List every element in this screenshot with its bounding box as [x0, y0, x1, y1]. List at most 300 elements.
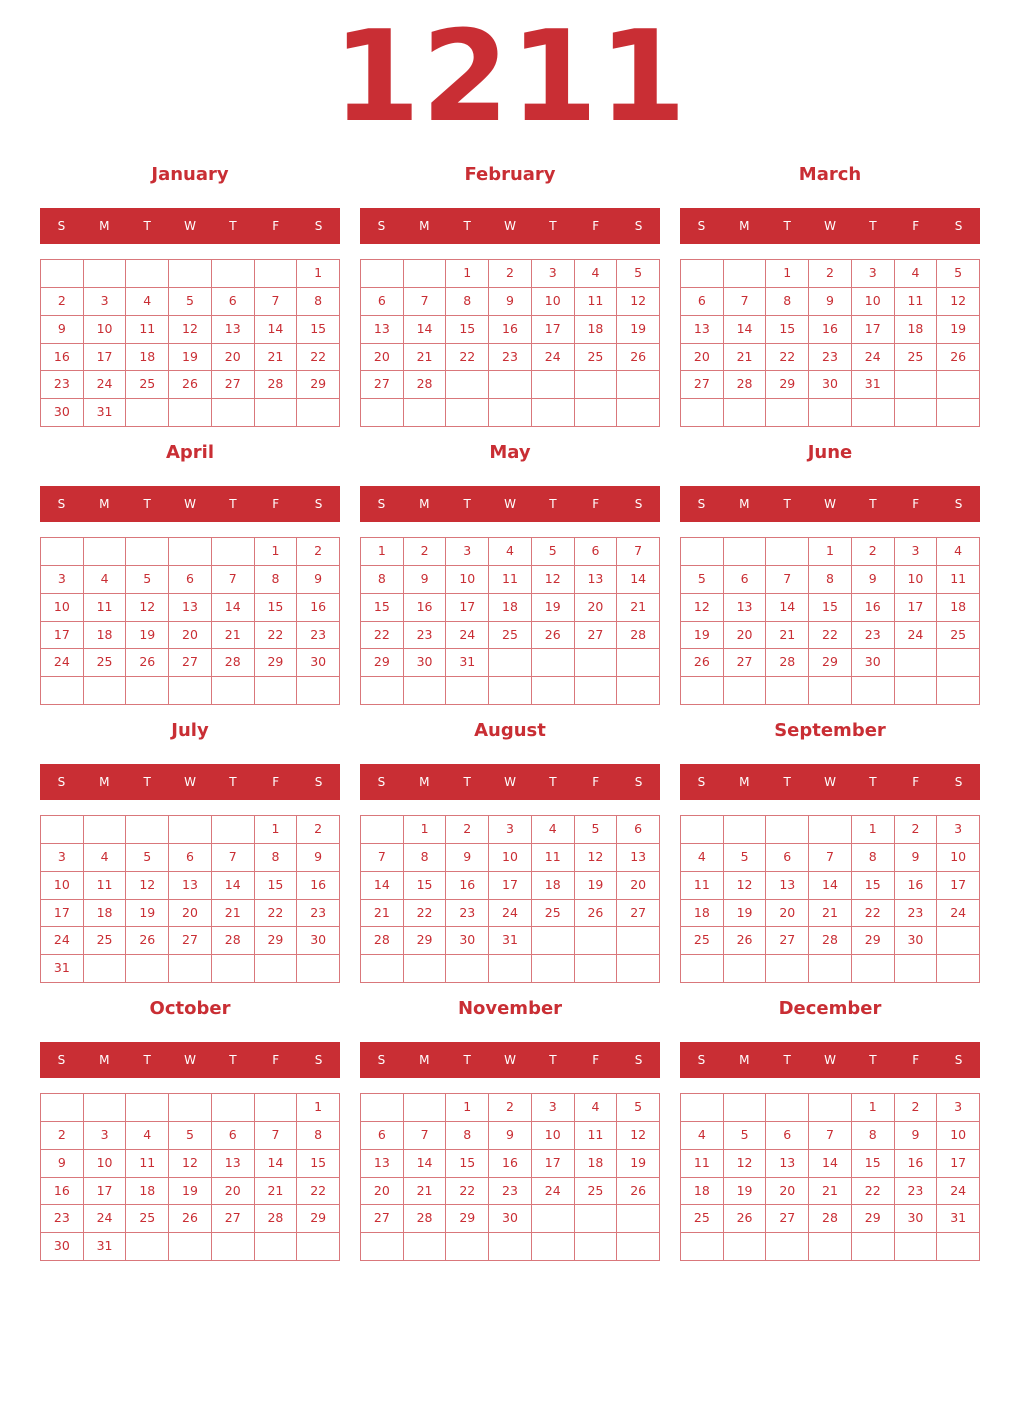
day-cell: 24	[489, 900, 532, 928]
weekday-label: S	[57, 1053, 66, 1067]
day-cell: 30	[41, 1233, 84, 1261]
day-cell: 6	[212, 288, 255, 316]
weekday-label: S	[697, 775, 706, 789]
weekday-label: W	[504, 219, 516, 233]
month-name: January	[151, 164, 229, 185]
day-cell: 2	[489, 260, 532, 288]
day-cell: 12	[681, 594, 724, 622]
weekday-label: S	[697, 497, 706, 511]
day-cell: 1	[446, 260, 489, 288]
day-cell: 27	[169, 649, 212, 677]
day-cell: 18	[532, 872, 575, 900]
day-cell: 6	[575, 538, 618, 566]
day-cell: 22	[255, 900, 298, 928]
day-cell: 21	[255, 1178, 298, 1206]
empty-day-cell	[895, 955, 938, 983]
day-cell: 24	[895, 622, 938, 650]
weekday-label: F	[912, 219, 920, 233]
day-cell: 15	[766, 316, 809, 344]
day-cell: 3	[532, 1094, 575, 1122]
day-cell: 24	[532, 1178, 575, 1206]
day-cell: 10	[84, 1150, 127, 1178]
weekday-label: M	[99, 1053, 110, 1067]
weekday-label: M	[99, 219, 110, 233]
day-cell: 14	[724, 316, 767, 344]
weekday-label: T	[869, 497, 877, 511]
day-cell: 22	[404, 900, 447, 928]
empty-day-cell	[489, 399, 532, 427]
day-cell: 21	[404, 1178, 447, 1206]
day-cell: 13	[361, 316, 404, 344]
day-cell: 5	[937, 260, 980, 288]
day-cell: 28	[255, 1205, 298, 1233]
day-cell: 28	[212, 649, 255, 677]
day-cell: 19	[681, 622, 724, 650]
empty-day-cell	[937, 649, 980, 677]
day-cell: 15	[297, 316, 340, 344]
day-cell: 4	[575, 1094, 618, 1122]
day-cell: 11	[575, 1122, 618, 1150]
weekday-label: T	[463, 497, 471, 511]
day-cell: 1	[404, 816, 447, 844]
day-grid	[360, 259, 660, 427]
day-cell: 3	[852, 260, 895, 288]
day-cell: 26	[617, 1178, 660, 1206]
day-cell: 24	[852, 344, 895, 372]
weekday-label: T	[463, 219, 471, 233]
day-cell: 3	[937, 816, 980, 844]
day-cell: 14	[255, 316, 298, 344]
day-cell: 12	[724, 1150, 767, 1178]
day-cell: 9	[489, 288, 532, 316]
day-grid	[680, 537, 980, 705]
weekday-label: M	[739, 219, 750, 233]
day-cell: 24	[532, 344, 575, 372]
empty-day-cell	[532, 1233, 575, 1261]
empty-day-cell	[895, 399, 938, 427]
day-cell: 9	[446, 844, 489, 872]
day-cell: 24	[84, 1205, 127, 1233]
empty-day-cell	[297, 955, 340, 983]
day-cell: 4	[126, 288, 169, 316]
empty-day-cell	[84, 816, 127, 844]
day-cell: 10	[84, 316, 127, 344]
day-cell: 1	[361, 538, 404, 566]
day-cell: 28	[766, 649, 809, 677]
day-cell: 29	[766, 371, 809, 399]
weekday-label: F	[272, 775, 280, 789]
weekday-label: S	[634, 497, 643, 511]
day-cell: 1	[809, 538, 852, 566]
day-cell: 19	[724, 1178, 767, 1206]
day-cell: 3	[41, 566, 84, 594]
weekday-header	[360, 1042, 660, 1078]
empty-day-cell	[766, 816, 809, 844]
day-cell: 5	[724, 844, 767, 872]
weekday-label: F	[272, 497, 280, 511]
empty-day-cell	[575, 399, 618, 427]
day-cell: 8	[297, 288, 340, 316]
empty-day-cell	[681, 816, 724, 844]
weekday-label: W	[504, 497, 516, 511]
empty-day-cell	[126, 1094, 169, 1122]
day-cell: 8	[766, 288, 809, 316]
day-cell: 28	[361, 927, 404, 955]
empty-day-cell	[212, 260, 255, 288]
day-cell: 21	[404, 344, 447, 372]
empty-day-cell	[766, 399, 809, 427]
day-cell: 3	[41, 844, 84, 872]
day-cell: 6	[212, 1122, 255, 1150]
day-cell: 9	[852, 566, 895, 594]
day-cell: 12	[169, 316, 212, 344]
day-cell: 21	[212, 900, 255, 928]
empty-day-cell	[724, 260, 767, 288]
day-cell: 4	[895, 260, 938, 288]
day-cell: 15	[255, 594, 298, 622]
day-cell: 23	[404, 622, 447, 650]
day-cell: 8	[446, 1122, 489, 1150]
day-cell: 9	[489, 1122, 532, 1150]
day-cell: 7	[404, 288, 447, 316]
day-cell: 14	[255, 1150, 298, 1178]
day-cell: 29	[361, 649, 404, 677]
day-cell: 4	[84, 566, 127, 594]
day-cell: 29	[297, 371, 340, 399]
empty-day-cell	[766, 955, 809, 983]
empty-day-cell	[126, 399, 169, 427]
day-cell: 29	[852, 1205, 895, 1233]
day-grid	[680, 259, 980, 427]
day-cell: 15	[446, 316, 489, 344]
day-cell: 6	[766, 1122, 809, 1150]
weekday-label: S	[57, 219, 66, 233]
weekday-label: W	[824, 219, 836, 233]
empty-day-cell	[724, 538, 767, 566]
day-cell: 10	[852, 288, 895, 316]
day-cell: 29	[852, 927, 895, 955]
day-cell: 24	[41, 927, 84, 955]
day-cell: 12	[126, 872, 169, 900]
day-cell: 4	[937, 538, 980, 566]
weekday-label: M	[419, 775, 430, 789]
day-cell: 6	[361, 288, 404, 316]
day-cell: 14	[212, 872, 255, 900]
empty-day-cell	[297, 1233, 340, 1261]
day-cell: 27	[212, 1205, 255, 1233]
day-cell: 6	[617, 816, 660, 844]
empty-day-cell	[766, 1094, 809, 1122]
empty-day-cell	[489, 955, 532, 983]
day-cell: 30	[446, 927, 489, 955]
day-cell: 20	[212, 1178, 255, 1206]
day-cell: 26	[937, 344, 980, 372]
day-cell: 22	[361, 622, 404, 650]
weekday-label: W	[184, 497, 196, 511]
weekday-header	[360, 486, 660, 522]
day-cell: 16	[895, 872, 938, 900]
day-cell: 22	[446, 1178, 489, 1206]
empty-day-cell	[575, 927, 618, 955]
empty-day-cell	[212, 816, 255, 844]
day-cell: 7	[255, 288, 298, 316]
day-cell: 21	[809, 1178, 852, 1206]
day-cell: 18	[489, 594, 532, 622]
day-cell: 30	[895, 1205, 938, 1233]
day-cell: 9	[895, 1122, 938, 1150]
day-cell: 4	[575, 260, 618, 288]
day-cell: 11	[126, 1150, 169, 1178]
day-cell: 28	[212, 927, 255, 955]
empty-day-cell	[895, 677, 938, 705]
empty-day-cell	[41, 1094, 84, 1122]
empty-day-cell	[532, 677, 575, 705]
day-cell: 5	[169, 1122, 212, 1150]
day-cell: 27	[617, 900, 660, 928]
empty-day-cell	[126, 1233, 169, 1261]
day-cell: 20	[766, 1178, 809, 1206]
weekday-label: M	[99, 497, 110, 511]
empty-day-cell	[446, 399, 489, 427]
empty-day-cell	[575, 677, 618, 705]
day-cell: 18	[895, 316, 938, 344]
day-cell: 1	[255, 816, 298, 844]
day-cell: 8	[361, 566, 404, 594]
day-cell: 24	[446, 622, 489, 650]
weekday-label: W	[184, 775, 196, 789]
weekday-label: F	[912, 775, 920, 789]
day-cell: 23	[446, 900, 489, 928]
empty-day-cell	[575, 371, 618, 399]
empty-day-cell	[766, 538, 809, 566]
empty-day-cell	[404, 1233, 447, 1261]
day-cell: 29	[404, 927, 447, 955]
day-cell: 5	[617, 1094, 660, 1122]
day-cell: 20	[169, 900, 212, 928]
empty-day-cell	[361, 677, 404, 705]
weekday-label: M	[739, 497, 750, 511]
day-cell: 15	[446, 1150, 489, 1178]
empty-day-cell	[212, 677, 255, 705]
empty-day-cell	[681, 677, 724, 705]
empty-day-cell	[532, 927, 575, 955]
day-cell: 22	[446, 344, 489, 372]
day-cell: 5	[169, 288, 212, 316]
day-cell: 26	[724, 1205, 767, 1233]
weekday-label: T	[549, 775, 557, 789]
empty-day-cell	[937, 927, 980, 955]
day-cell: 28	[724, 371, 767, 399]
month-name: November	[457, 998, 563, 1019]
weekday-label: F	[912, 1053, 920, 1067]
day-cell: 6	[361, 1122, 404, 1150]
weekday-label: T	[143, 775, 151, 789]
day-cell: 13	[766, 872, 809, 900]
day-cell: 31	[937, 1205, 980, 1233]
day-cell: 16	[41, 1178, 84, 1206]
empty-day-cell	[126, 538, 169, 566]
empty-day-cell	[532, 649, 575, 677]
day-cell: 3	[489, 816, 532, 844]
day-cell: 17	[532, 1150, 575, 1178]
empty-day-cell	[404, 955, 447, 983]
day-cell: 14	[212, 594, 255, 622]
weekday-label: S	[954, 219, 963, 233]
day-cell: 28	[404, 1205, 447, 1233]
day-cell: 19	[532, 594, 575, 622]
day-cell: 12	[126, 594, 169, 622]
empty-day-cell	[255, 1094, 298, 1122]
day-cell: 13	[212, 1150, 255, 1178]
day-cell: 11	[681, 872, 724, 900]
day-cell: 21	[809, 900, 852, 928]
day-cell: 30	[895, 927, 938, 955]
day-cell: 23	[895, 1178, 938, 1206]
weekday-label: T	[549, 1053, 557, 1067]
day-cell: 5	[126, 566, 169, 594]
day-cell: 23	[895, 900, 938, 928]
day-grid	[40, 537, 340, 705]
day-cell: 30	[404, 649, 447, 677]
day-cell: 2	[41, 1122, 84, 1150]
day-cell: 2	[297, 816, 340, 844]
empty-day-cell	[575, 649, 618, 677]
day-grid	[680, 815, 980, 983]
day-cell: 8	[404, 844, 447, 872]
empty-day-cell	[212, 399, 255, 427]
month-name: September	[774, 720, 886, 741]
day-cell: 2	[446, 816, 489, 844]
day-cell: 13	[169, 594, 212, 622]
empty-day-cell	[617, 371, 660, 399]
empty-day-cell	[532, 399, 575, 427]
day-cell: 7	[724, 288, 767, 316]
day-cell: 30	[852, 649, 895, 677]
empty-day-cell	[446, 955, 489, 983]
day-cell: 26	[169, 371, 212, 399]
day-cell: 3	[895, 538, 938, 566]
day-grid	[680, 1093, 980, 1261]
day-cell: 14	[809, 872, 852, 900]
day-cell: 18	[84, 900, 127, 928]
day-cell: 20	[575, 594, 618, 622]
day-cell: 27	[575, 622, 618, 650]
day-cell: 20	[617, 872, 660, 900]
day-cell: 21	[617, 594, 660, 622]
day-cell: 12	[169, 1150, 212, 1178]
empty-day-cell	[617, 1233, 660, 1261]
empty-day-cell	[575, 1205, 618, 1233]
day-cell: 13	[617, 844, 660, 872]
empty-day-cell	[575, 955, 618, 983]
weekday-label: S	[377, 1053, 386, 1067]
day-cell: 18	[575, 1150, 618, 1178]
day-cell: 11	[489, 566, 532, 594]
empty-day-cell	[84, 260, 127, 288]
empty-day-cell	[126, 677, 169, 705]
day-cell: 1	[852, 1094, 895, 1122]
day-cell: 27	[212, 371, 255, 399]
empty-day-cell	[809, 1233, 852, 1261]
day-cell: 26	[724, 927, 767, 955]
day-cell: 11	[532, 844, 575, 872]
weekday-label: T	[229, 219, 237, 233]
day-cell: 31	[446, 649, 489, 677]
day-cell: 26	[126, 927, 169, 955]
day-cell: 19	[169, 344, 212, 372]
day-cell: 23	[489, 1178, 532, 1206]
day-cell: 30	[809, 371, 852, 399]
day-cell: 8	[852, 1122, 895, 1150]
month-name: December	[778, 998, 882, 1019]
day-cell: 12	[575, 844, 618, 872]
weekday-label: T	[869, 1053, 877, 1067]
day-cell: 25	[681, 927, 724, 955]
empty-day-cell	[404, 260, 447, 288]
empty-day-cell	[809, 399, 852, 427]
day-cell: 11	[84, 594, 127, 622]
day-cell: 23	[809, 344, 852, 372]
day-cell: 12	[937, 288, 980, 316]
day-cell: 30	[297, 927, 340, 955]
day-cell: 17	[41, 622, 84, 650]
weekday-header	[40, 1042, 340, 1078]
day-cell: 19	[937, 316, 980, 344]
day-cell: 7	[361, 844, 404, 872]
day-cell: 10	[41, 872, 84, 900]
day-cell: 18	[126, 344, 169, 372]
weekday-label: M	[419, 497, 430, 511]
day-cell: 19	[617, 316, 660, 344]
day-cell: 11	[681, 1150, 724, 1178]
empty-day-cell	[169, 538, 212, 566]
day-cell: 29	[809, 649, 852, 677]
empty-day-cell	[169, 1233, 212, 1261]
day-cell: 16	[446, 872, 489, 900]
empty-day-cell	[809, 677, 852, 705]
day-cell: 19	[724, 900, 767, 928]
day-cell: 23	[489, 344, 532, 372]
month-name: June	[807, 442, 853, 463]
day-cell: 4	[681, 1122, 724, 1150]
empty-day-cell	[681, 955, 724, 983]
day-cell: 31	[852, 371, 895, 399]
empty-day-cell	[489, 677, 532, 705]
empty-day-cell	[852, 399, 895, 427]
weekday-label: W	[824, 497, 836, 511]
day-cell: 30	[489, 1205, 532, 1233]
day-cell: 4	[489, 538, 532, 566]
weekday-label: S	[314, 775, 323, 789]
day-cell: 2	[895, 816, 938, 844]
month-name: August	[474, 720, 546, 741]
day-cell: 19	[169, 1178, 212, 1206]
day-cell: 25	[84, 649, 127, 677]
day-cell: 31	[84, 399, 127, 427]
weekday-label: T	[143, 497, 151, 511]
day-cell: 1	[766, 260, 809, 288]
day-cell: 16	[852, 594, 895, 622]
day-cell: 13	[681, 316, 724, 344]
day-grid	[40, 1093, 340, 1261]
day-cell: 21	[361, 900, 404, 928]
day-cell: 23	[852, 622, 895, 650]
empty-day-cell	[169, 816, 212, 844]
empty-day-cell	[84, 538, 127, 566]
day-cell: 23	[297, 900, 340, 928]
day-cell: 25	[532, 900, 575, 928]
empty-day-cell	[681, 1094, 724, 1122]
